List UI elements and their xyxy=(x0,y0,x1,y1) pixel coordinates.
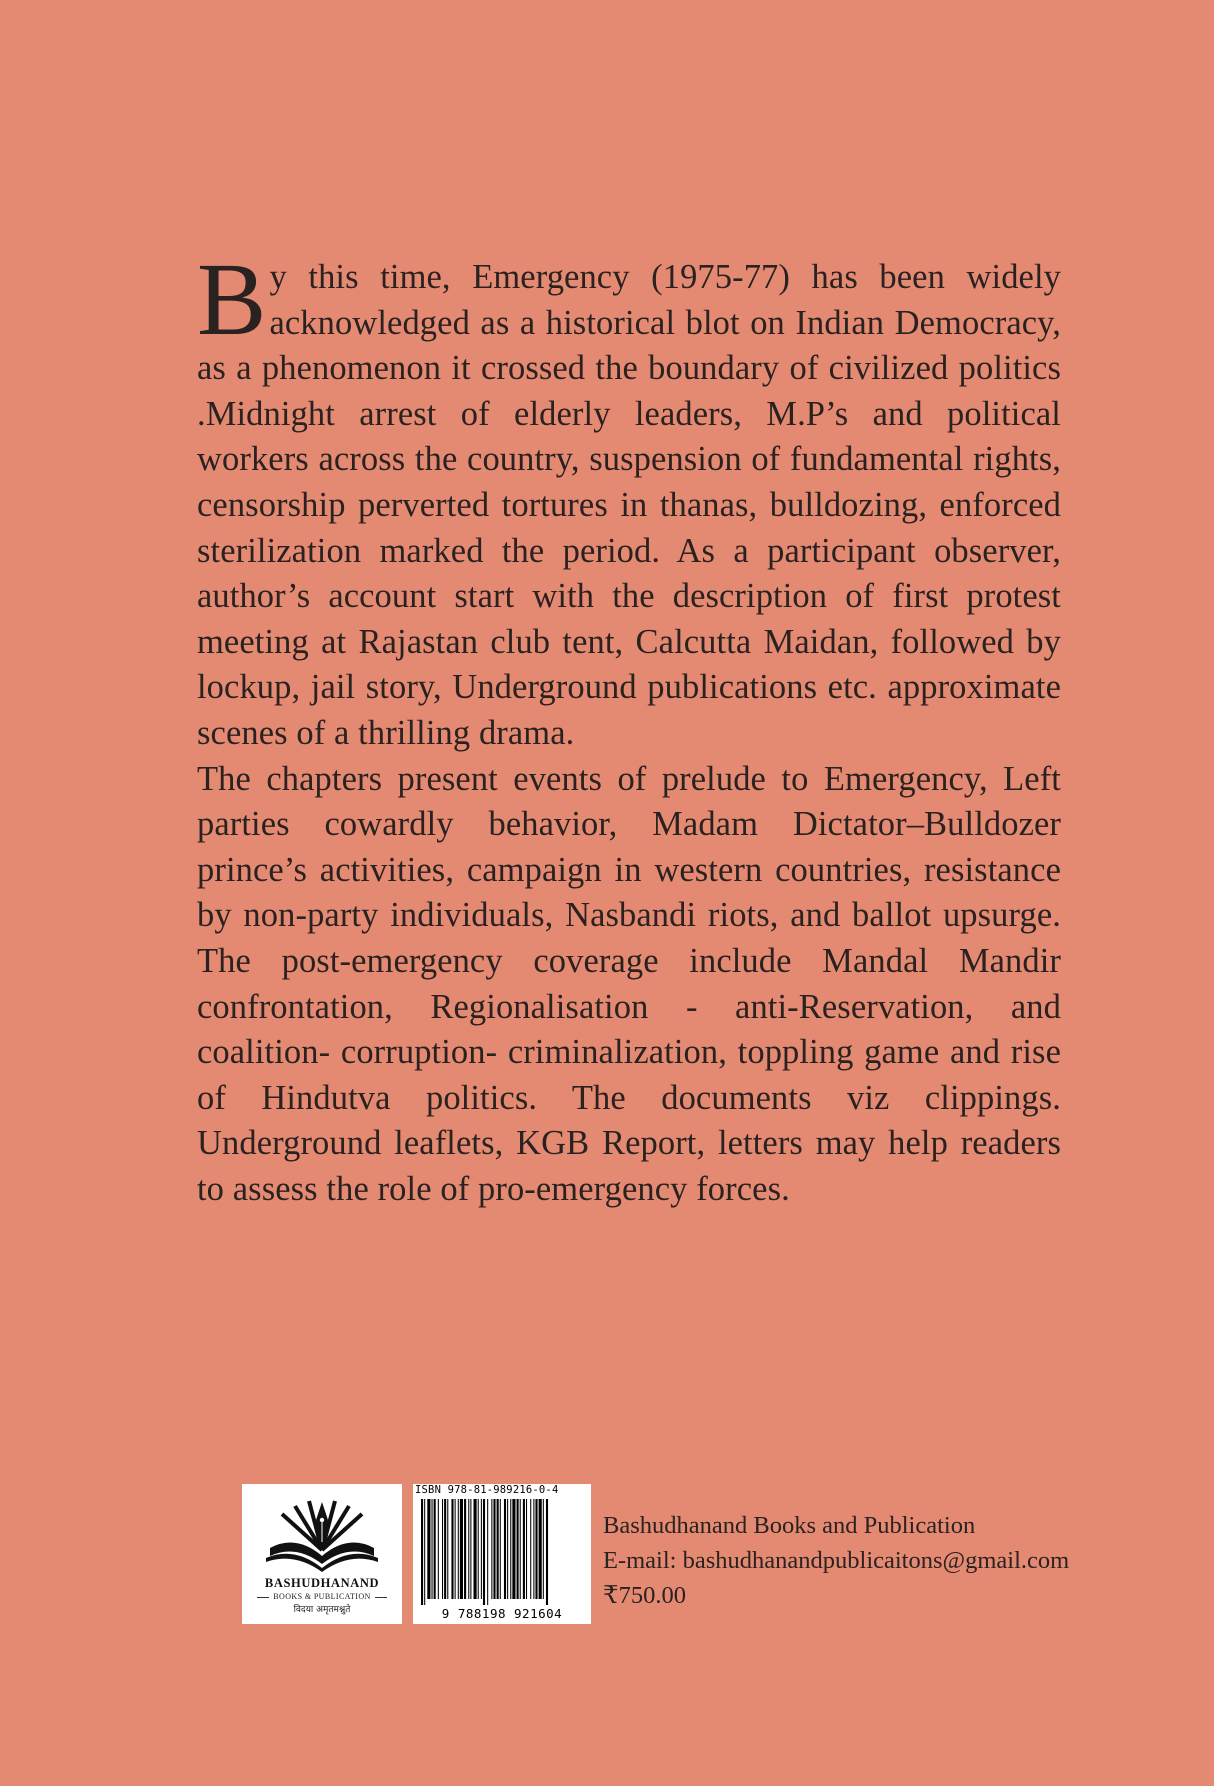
logo-name: BASHUDHANAND xyxy=(264,1576,380,1590)
publisher-email: E-mail: bashudhanandpublicaitons@gmail.com xyxy=(603,1547,1070,1574)
book-price: ₹750.00 xyxy=(603,1582,686,1609)
blurb-paragraph-2: The chapters present events of prelude to Emergency, Left parties cowardly behavior, Madam Dictator–Bulldozer prince’s activities, campaign in western countries, resistance by non-party individuals, Nasbandi riots, and ballot upsurge. The post-emergency coverage include Mandal Mandir confrontation, Regionalisation - anti-Reservation, and coalition- corruption- criminalization, toppling game and rise of Hindutva politics. The documents viz clippings. Underground leaflets, KGB Report, letters may help readers to assess the role of pro-emergency forces. xyxy=(197,759,1061,1208)
logo-motto: विदया अमृतमश्नुते xyxy=(293,1605,351,1615)
logo-subtitle: BOOKS & PUBLICATION xyxy=(242,1592,402,1601)
isbn-barcode xyxy=(413,1484,591,1624)
publisher-logo xyxy=(242,1484,402,1624)
barcode-digits: 9 788198 921604 xyxy=(441,1606,563,1621)
open-book-pen-icon xyxy=(262,1498,382,1574)
blurb-paragraph-1 xyxy=(197,242,1061,757)
blurb-paragraph-1-text: y this time, Emergency (1975-77) has been widely acknowledged as a historical blot on Indian Democracy, as a phenomenon it crossed the boundary of civilized politics .Midnight arrest of elderly leaders, M.P’s and political workers across the country, suspension of fundamental rights, censorship perverted tortures in thanas, bulldozing, enforced sterilization marked the period. As a participant observer, author’s account start with the description of first protest meeting at Rajastan club tent, Calcutta Maidan, followed by lockup, jail story, Underground publications etc. approximate scenes of a thrilling drama. xyxy=(197,258,1061,752)
isbn-label: ISBN 978-81-989216-0-4 xyxy=(415,1484,559,1496)
publisher-name: Bashudhanand Books and Publication xyxy=(603,1512,976,1539)
publisher-info xyxy=(603,1508,1069,1613)
drop-cap-letter: B xyxy=(197,242,267,357)
back-cover-blurb xyxy=(197,242,1061,1212)
barcode-icon xyxy=(421,1499,583,1605)
